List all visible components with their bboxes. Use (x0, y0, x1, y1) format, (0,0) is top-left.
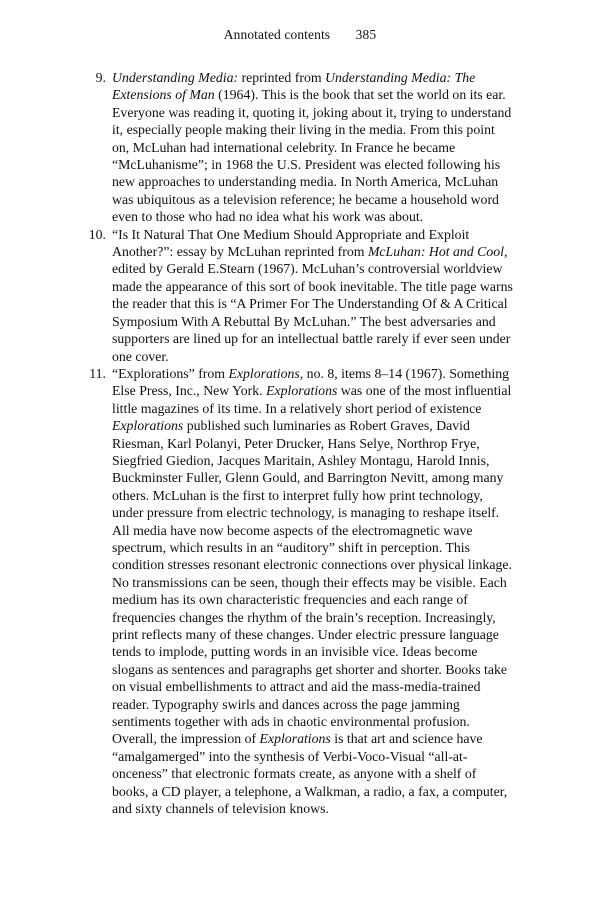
italic-text-run: Explorations (112, 418, 184, 434)
annotated-contents-list (86, 69, 514, 817)
text-run: edited by Gerald E.Stearn (1967). McLuhan’s controversial worldview made the appearance of this sort of book inevitable. The title page warns the reader that this is “A Primer For The Understanding Of & A Critical Symposium With A Rebuttal By McLuhan.” The best adversaries and supporters are lined up for an intellectual battle rarely if ever seen under one cover. (112, 261, 513, 364)
text-run: “Explorations” from (112, 365, 229, 381)
italic-text-run: Explorations, (228, 365, 304, 381)
italic-text-run: Understanding Media: (112, 70, 239, 85)
item-number: 9. (95, 70, 106, 85)
item-number: 10. (88, 226, 106, 242)
italic-text-run: McLuhan: Hot and Cool, (367, 244, 508, 260)
page-number: 385 (355, 27, 377, 42)
running-head-title: Annotated contents (223, 27, 331, 42)
list-item (86, 365, 514, 818)
item-text (112, 69, 514, 226)
text-run: (1964). This is the book that set the world on its ear. Everyone was reading it, quoting it, joking about it, trying to understand it, especially people making their living in the media. From this point on, McLuhan had international celebrity. In France he became “McLuhanisme”; in 1968 the U.S. President was elected following his new approaches to understanding media. In North America, McLuhan was ubiquitous as a television reference; he became a household word even to those who had no idea what his work was about. (112, 87, 512, 225)
italic-text-run: Understanding Media: The Extensions of Man (112, 70, 476, 103)
italic-text-run: Explorations (259, 731, 331, 747)
item-text (112, 226, 514, 365)
page-header (0, 0, 600, 43)
list-item (86, 69, 514, 226)
text-run: reprinted from (238, 70, 326, 85)
italic-text-run: Explorations (266, 383, 338, 399)
list-item (86, 226, 514, 365)
item-text (112, 365, 514, 818)
text-run: no. 8, items 8–14 (1967). Something Else Press, Inc., New York. (112, 365, 510, 399)
text-run: was one of the most influential little magazines of its time. In a relatively short period of existence (112, 383, 512, 416)
text-run: is that art and science have “amalgamerged” into the synthesis of Verbi-Voco-Visual “all-at-onceness” that electronic formats create, as anyone with a shelf of books, a CD player, a telephone, a Walkman, a radio, a fax, a computer, and sixty channels of television knows. (112, 731, 508, 817)
text-run: published such luminaries as Robert Graves, David Riesman, Karl Polanyi, Peter Drucker, Hans Selye, Northrop Frye, Siegfried Giedion, Jacques Maritain, Ashley Montagu, Harold Innis, Buckminster Fuller, Glenn Gould, and Barrington Nevitt, among many others. McLuhan is the first to interpret fully how print technology, under pressure from electric technology, is managing to reshape itself. All media have now become aspects of the electromagnetic wave spectrum, which results in an “auditory” shift in perception. This condition stresses resonant electronic connections over physical linkage. No transmissions can be seen, though their effects may be visible. Each medium has its own characteristic frequencies and each range of frequencies changes the rhythm of the brain’s reception. Increasingly, print reflects many of these changes. Under electric pressure language tends to implode, putting words in an invisible vice. Ideas become slogans as sentences and paragraphs get shorter and shorter. Books take on visual embellishments to attract and aid the mass-media-trained reader. Typography swirls and dances across the page jamming sentiments together with ads in chaotic environmental profusion. Overall, the impression of (112, 418, 512, 747)
item-number: 11. (89, 365, 106, 381)
text-run: “Is It Natural That One Medium Should Appropriate and Exploit Another?”: essay by McLuhan reprinted from (112, 226, 470, 260)
